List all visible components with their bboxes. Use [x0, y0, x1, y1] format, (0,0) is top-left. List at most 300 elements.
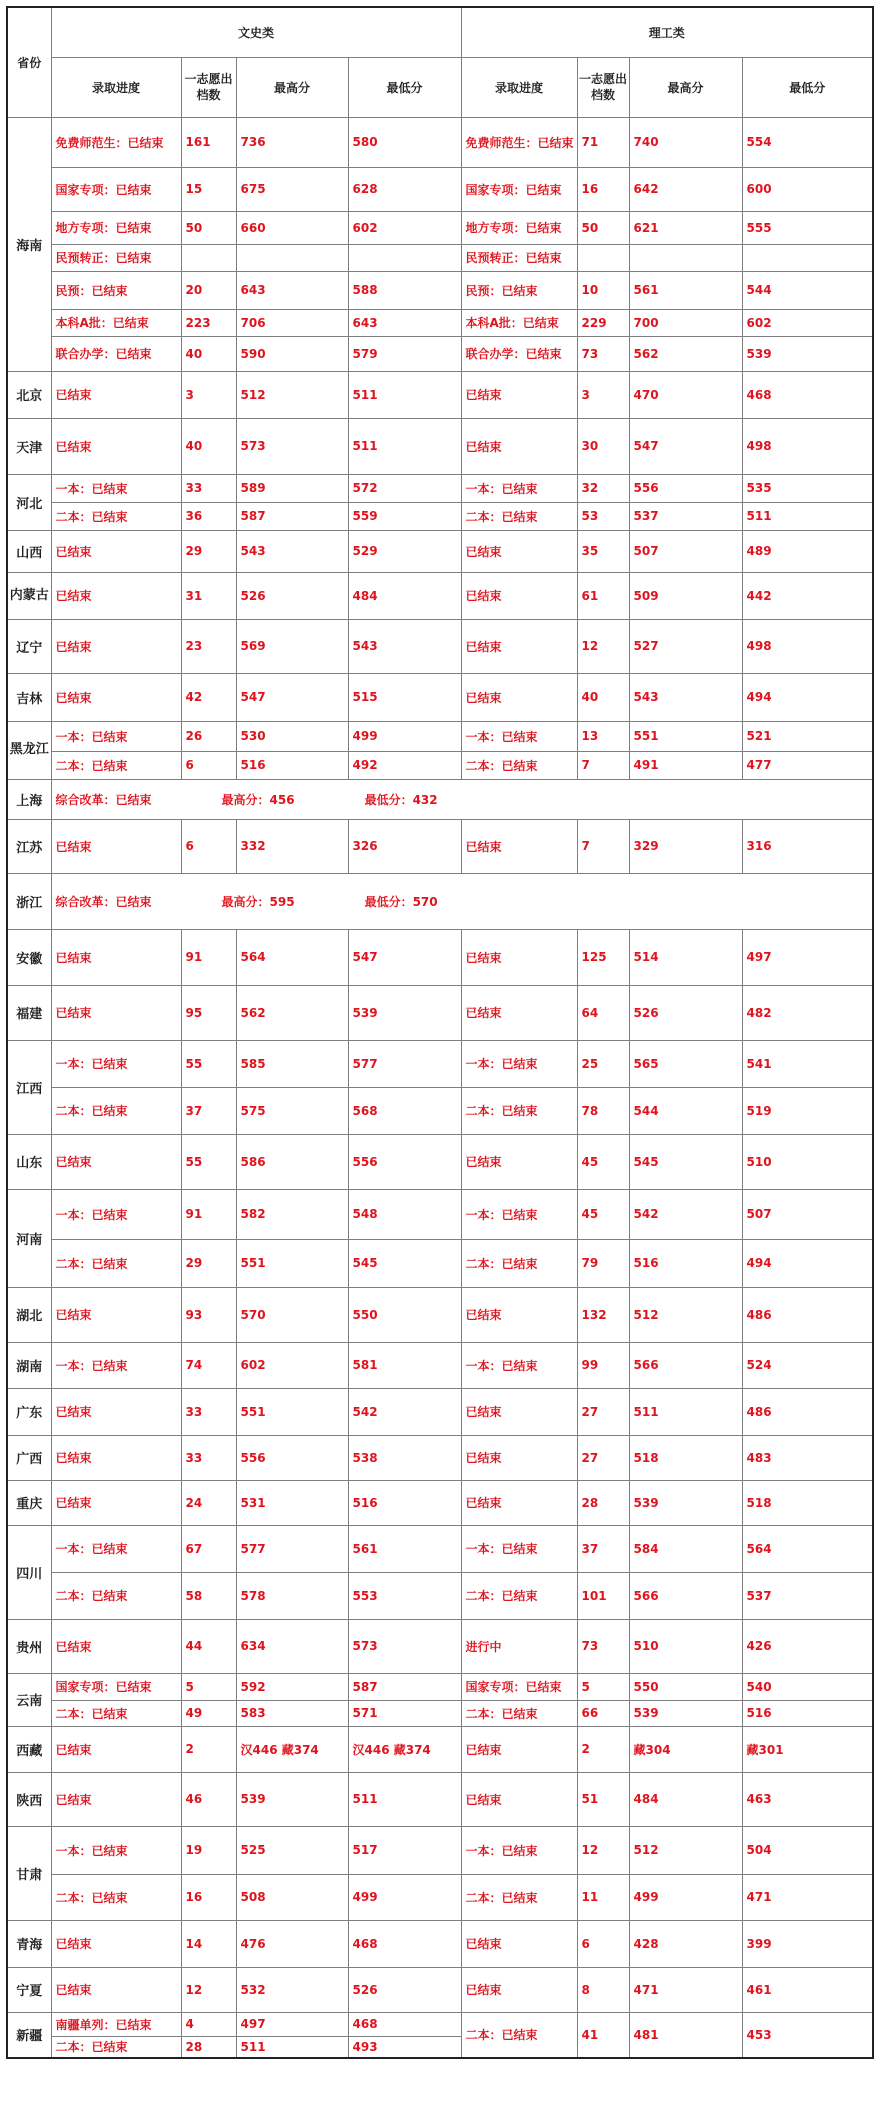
wenshi-first-choice-cell: 33	[181, 1435, 236, 1480]
ligong-progress-cell: 已结束	[461, 1920, 577, 1967]
wenshi-first-choice-cell: 46	[181, 1772, 236, 1826]
wenshi-progress-cell: 一本：已结束	[51, 1040, 181, 1087]
ligong-min-cell: 399	[742, 1920, 873, 1967]
admission-table-container	[6, 6, 872, 2059]
wenshi-first-choice-cell: 49	[181, 1700, 236, 1726]
wenshi-max-cell: 539	[236, 1772, 348, 1826]
table-row	[7, 1619, 873, 1673]
ligong-max-cell: 512	[629, 1826, 742, 1874]
wenshi-progress-cell: 已结束	[51, 1287, 181, 1342]
table-row	[7, 985, 873, 1040]
ligong-progress-cell: 联合办学：已结束	[461, 336, 577, 371]
wenshi-min-cell: 577	[348, 1040, 461, 1087]
ligong-min-cell: 461	[742, 1967, 873, 2012]
wenshi-progress-cell: 二本：已结束	[51, 1700, 181, 1726]
table-row	[7, 819, 873, 873]
wenshi-progress-cell: 已结束	[51, 1619, 181, 1673]
ligong-first-choice-cell: 64	[577, 985, 629, 1040]
reform-note-cell	[51, 873, 873, 929]
province-cell: 四川	[7, 1525, 51, 1619]
wenshi-max-cell: 577	[236, 1525, 348, 1572]
table-row	[7, 1287, 873, 1342]
ligong-max-cell: 509	[629, 572, 742, 619]
wenshi-first-choice-cell: 12	[181, 1967, 236, 2012]
wenshi-max-cell: 586	[236, 1134, 348, 1189]
wenshi-first-choice-cell: 36	[181, 502, 236, 530]
ligong-max-cell: 551	[629, 721, 742, 751]
wenshi-first-choice-cell: 223	[181, 309, 236, 336]
wenshi-first-choice-cell: 29	[181, 1239, 236, 1287]
table-row	[7, 1920, 873, 1967]
wenshi-progress-cell: 国家专项：已结束	[51, 167, 181, 211]
wenshi-min-cell: 587	[348, 1673, 461, 1700]
wenshi-min-header: 最低分	[348, 57, 461, 117]
ligong-max-cell: 471	[629, 1967, 742, 2012]
ligong-progress-cell: 已结束	[461, 371, 577, 418]
ligong-first-choice-cell: 28	[577, 1480, 629, 1525]
wenshi-min-cell: 515	[348, 673, 461, 721]
ligong-progress-cell: 已结束	[461, 530, 577, 572]
wenshi-max-cell	[236, 244, 348, 271]
table-header	[7, 7, 873, 117]
wenshi-first-choice-cell: 3	[181, 371, 236, 418]
wenshi-progress-cell: 已结束	[51, 619, 181, 673]
wenshi-first-choice-cell: 33	[181, 474, 236, 502]
wenshi-progress-cell: 免费师范生：已结束	[51, 117, 181, 167]
ligong-first-choice-header: 一志愿出档数	[577, 57, 629, 117]
ligong-progress-cell: 已结束	[461, 985, 577, 1040]
wenshi-progress-cell: 一本：已结束	[51, 1342, 181, 1388]
ligong-first-choice-cell: 27	[577, 1388, 629, 1435]
ligong-progress-cell: 国家专项：已结束	[461, 1673, 577, 1700]
ligong-min-cell: 541	[742, 1040, 873, 1087]
ligong-max-cell: 527	[629, 619, 742, 673]
wenshi-progress-cell: 二本：已结束	[51, 1874, 181, 1920]
wenshi-min-cell: 550	[348, 1287, 461, 1342]
ligong-min-cell: 555	[742, 211, 873, 244]
wenshi-progress-cell: 二本：已结束	[51, 1239, 181, 1287]
table-row	[7, 271, 873, 309]
ligong-first-choice-cell: 12	[577, 1826, 629, 1874]
ligong-max-cell: 428	[629, 1920, 742, 1967]
ligong-min-cell: 519	[742, 1087, 873, 1134]
wenshi-first-choice-cell: 67	[181, 1525, 236, 1572]
reform-progress: 综合改革：已结束	[55, 894, 152, 909]
wenshi-max-cell: 547	[236, 673, 348, 721]
wenshi-max-cell: 551	[236, 1388, 348, 1435]
table-row	[7, 1772, 873, 1826]
wenshi-min-cell: 516	[348, 1480, 461, 1525]
ligong-min-cell: 藏301	[742, 1726, 873, 1772]
ligong-progress-cell: 二本：已结束	[461, 1874, 577, 1920]
wenshi-max-cell: 736	[236, 117, 348, 167]
ligong-first-choice-cell	[577, 244, 629, 271]
ligong-first-choice-cell: 35	[577, 530, 629, 572]
ligong-first-choice-cell: 16	[577, 167, 629, 211]
wenshi-first-choice-cell: 20	[181, 271, 236, 309]
wenshi-min-cell: 517	[348, 1826, 461, 1874]
ligong-max-cell: 491	[629, 751, 742, 779]
wenshi-progress-cell: 已结束	[51, 1480, 181, 1525]
ligong-max-cell: 642	[629, 167, 742, 211]
ligong-progress-cell: 一本：已结束	[461, 721, 577, 751]
province-header: 省份	[7, 7, 51, 117]
ligong-min-cell: 316	[742, 819, 873, 873]
ligong-min-cell	[742, 244, 873, 271]
province-cell: 新疆	[7, 2012, 51, 2058]
ligong-progress-cell: 已结束	[461, 1772, 577, 1826]
wenshi-max-cell: 551	[236, 1239, 348, 1287]
ligong-min-cell: 494	[742, 673, 873, 721]
province-cell: 山西	[7, 530, 51, 572]
table-row	[7, 530, 873, 572]
ligong-max-cell: 740	[629, 117, 742, 167]
wenshi-first-choice-cell: 55	[181, 1134, 236, 1189]
table-row	[7, 572, 873, 619]
wenshi-min-cell: 542	[348, 1388, 461, 1435]
ligong-max-cell: 539	[629, 1700, 742, 1726]
wenshi-min-cell: 580	[348, 117, 461, 167]
wenshi-min-cell: 543	[348, 619, 461, 673]
wenshi-progress-cell: 一本：已结束	[51, 1189, 181, 1239]
wenshi-min-cell: 511	[348, 1772, 461, 1826]
wenshi-progress-cell: 二本：已结束	[51, 1087, 181, 1134]
wenshi-min-cell: 643	[348, 309, 461, 336]
table-row	[7, 1726, 873, 1772]
ligong-first-choice-cell: 32	[577, 474, 629, 502]
wenshi-max-cell: 530	[236, 721, 348, 751]
ligong-max-cell: 329	[629, 819, 742, 873]
ligong-first-choice-cell: 11	[577, 1874, 629, 1920]
table-row	[7, 1874, 873, 1920]
table-row	[7, 1134, 873, 1189]
wenshi-min-cell: 326	[348, 819, 461, 873]
wenshi-max-cell: 511	[236, 2036, 348, 2058]
ligong-progress-cell: 地方专项：已结束	[461, 211, 577, 244]
province-cell: 贵州	[7, 1619, 51, 1673]
ligong-first-choice-cell: 99	[577, 1342, 629, 1388]
ligong-progress-cell: 一本：已结束	[461, 1525, 577, 1572]
wenshi-min-cell: 545	[348, 1239, 461, 1287]
province-cell: 海南	[7, 117, 51, 371]
ligong-min-cell: 453	[742, 2012, 873, 2058]
ligong-min-cell: 471	[742, 1874, 873, 1920]
ligong-min-cell: 564	[742, 1525, 873, 1572]
wenshi-progress-cell: 已结束	[51, 1967, 181, 2012]
wenshi-min-cell: 573	[348, 1619, 461, 1673]
wenshi-first-choice-cell: 44	[181, 1619, 236, 1673]
province-cell: 上海	[7, 779, 51, 819]
province-cell: 云南	[7, 1673, 51, 1726]
wenshi-max-cell: 589	[236, 474, 348, 502]
table-row	[7, 309, 873, 336]
ligong-first-choice-cell: 25	[577, 1040, 629, 1087]
wenshi-max-cell: 583	[236, 1700, 348, 1726]
wenshi-min-cell: 572	[348, 474, 461, 502]
ligong-max-cell: 550	[629, 1673, 742, 1700]
table-row	[7, 673, 873, 721]
wenshi-first-choice-cell: 19	[181, 1826, 236, 1874]
wenshi-min-cell: 511	[348, 371, 461, 418]
table-row	[7, 418, 873, 474]
ligong-max-header: 最高分	[629, 57, 742, 117]
wenshi-max-cell: 643	[236, 271, 348, 309]
ligong-first-choice-cell: 101	[577, 1572, 629, 1619]
province-cell: 辽宁	[7, 619, 51, 673]
wenshi-max-cell: 562	[236, 985, 348, 1040]
ligong-first-choice-cell: 229	[577, 309, 629, 336]
wenshi-first-choice-cell: 74	[181, 1342, 236, 1388]
ligong-progress-cell: 已结束	[461, 1388, 577, 1435]
wenshi-min-cell: 571	[348, 1700, 461, 1726]
ligong-min-cell: 468	[742, 371, 873, 418]
wenshi-progress-cell: 已结束	[51, 1920, 181, 1967]
wenshi-progress-cell: 联合办学：已结束	[51, 336, 181, 371]
ligong-min-cell: 477	[742, 751, 873, 779]
wenshi-min-cell: 579	[348, 336, 461, 371]
ligong-first-choice-cell: 5	[577, 1673, 629, 1700]
wenshi-first-choice-cell: 2	[181, 1726, 236, 1772]
wenshi-first-choice-cell: 4	[181, 2012, 236, 2036]
wenshi-min-cell: 492	[348, 751, 461, 779]
ligong-first-choice-cell: 125	[577, 929, 629, 985]
ligong-max-cell: 561	[629, 271, 742, 309]
ligong-first-choice-cell: 41	[577, 2012, 629, 2058]
ligong-first-choice-cell: 61	[577, 572, 629, 619]
wenshi-first-choice-cell: 6	[181, 819, 236, 873]
ligong-max-cell: 547	[629, 418, 742, 474]
ligong-progress-cell: 已结束	[461, 619, 577, 673]
ligong-min-cell: 524	[742, 1342, 873, 1388]
ligong-min-cell: 600	[742, 167, 873, 211]
wenshi-first-choice-cell: 15	[181, 167, 236, 211]
wenshi-first-choice-cell: 91	[181, 1189, 236, 1239]
ligong-progress-cell: 二本：已结束	[461, 2012, 577, 2058]
wenshi-progress-cell: 一本：已结束	[51, 474, 181, 502]
province-cell: 广东	[7, 1388, 51, 1435]
ligong-progress-cell: 已结束	[461, 1480, 577, 1525]
ligong-max-cell: 514	[629, 929, 742, 985]
ligong-progress-cell: 二本：已结束	[461, 1572, 577, 1619]
ligong-progress-cell: 一本：已结束	[461, 1826, 577, 1874]
wenshi-progress-cell: 已结束	[51, 418, 181, 474]
ligong-min-cell: 498	[742, 418, 873, 474]
ligong-progress-cell: 已结束	[461, 1435, 577, 1480]
ligong-min-cell: 482	[742, 985, 873, 1040]
wenshi-progress-cell: 已结束	[51, 1435, 181, 1480]
ligong-max-cell: 512	[629, 1287, 742, 1342]
ligong-progress-cell: 已结束	[461, 418, 577, 474]
wenshi-max-cell: 569	[236, 619, 348, 673]
ligong-first-choice-cell: 7	[577, 751, 629, 779]
table-row	[7, 1673, 873, 1700]
wenshi-max-cell: 706	[236, 309, 348, 336]
wenshi-max-cell: 585	[236, 1040, 348, 1087]
ligong-max-cell: 484	[629, 1772, 742, 1826]
ligong-min-cell: 516	[742, 1700, 873, 1726]
wenshi-first-choice-cell: 28	[181, 2036, 236, 2058]
reform-min-score: 最低分：570	[364, 894, 438, 909]
province-cell: 黑龙江	[7, 721, 51, 779]
ligong-progress-cell: 免费师范生：已结束	[461, 117, 577, 167]
wenshi-progress-cell: 已结束	[51, 1772, 181, 1826]
ligong-first-choice-cell: 6	[577, 1920, 629, 1967]
wenshi-max-header: 最高分	[236, 57, 348, 117]
province-cell: 陕西	[7, 1772, 51, 1826]
ligong-first-choice-cell: 132	[577, 1287, 629, 1342]
wenshi-min-cell: 628	[348, 167, 461, 211]
ligong-first-choice-cell: 45	[577, 1134, 629, 1189]
table-row	[7, 873, 873, 929]
ligong-max-cell: 566	[629, 1572, 742, 1619]
wenshi-max-cell: 564	[236, 929, 348, 985]
province-cell: 安徽	[7, 929, 51, 985]
ligong-max-cell: 510	[629, 1619, 742, 1673]
wenshi-first-choice-cell: 24	[181, 1480, 236, 1525]
ligong-first-choice-cell: 2	[577, 1726, 629, 1772]
province-cell: 山东	[7, 1134, 51, 1189]
province-cell: 江苏	[7, 819, 51, 873]
wenshi-progress-cell: 已结束	[51, 572, 181, 619]
wenshi-min-cell: 526	[348, 1967, 461, 2012]
wenshi-max-cell: 570	[236, 1287, 348, 1342]
wenshi-first-choice-cell: 58	[181, 1572, 236, 1619]
ligong-first-choice-cell: 7	[577, 819, 629, 873]
wenshi-min-cell: 499	[348, 721, 461, 751]
wenshi-first-choice-cell: 14	[181, 1920, 236, 1967]
table-row	[7, 1700, 873, 1726]
province-cell: 天津	[7, 418, 51, 474]
wenshi-max-cell: 675	[236, 167, 348, 211]
wenshi-first-choice-cell: 40	[181, 336, 236, 371]
wenshi-progress-cell: 一本：已结束	[51, 721, 181, 751]
province-cell: 河南	[7, 1189, 51, 1287]
ligong-min-cell: 498	[742, 619, 873, 673]
ligong-max-cell: 544	[629, 1087, 742, 1134]
ligong-min-cell: 537	[742, 1572, 873, 1619]
table-row	[7, 502, 873, 530]
wenshi-max-cell: 556	[236, 1435, 348, 1480]
wenshi-min-cell: 499	[348, 1874, 461, 1920]
ligong-first-choice-cell: 73	[577, 1619, 629, 1673]
ligong-progress-cell: 进行中	[461, 1619, 577, 1673]
wenshi-min-cell: 602	[348, 211, 461, 244]
wenshi-max-cell: 497	[236, 2012, 348, 2036]
province-cell: 甘肃	[7, 1826, 51, 1920]
ligong-max-cell: 537	[629, 502, 742, 530]
wenshi-first-choice-cell: 93	[181, 1287, 236, 1342]
ligong-first-choice-cell: 45	[577, 1189, 629, 1239]
ligong-first-choice-cell: 37	[577, 1525, 629, 1572]
wenshi-max-cell: 476	[236, 1920, 348, 1967]
table-row	[7, 167, 873, 211]
ligong-progress-cell: 民预：已结束	[461, 271, 577, 309]
province-cell: 吉林	[7, 673, 51, 721]
wenshi-min-cell: 468	[348, 1920, 461, 1967]
wenshi-progress-cell: 二本：已结束	[51, 502, 181, 530]
ligong-first-choice-cell: 53	[577, 502, 629, 530]
reform-max-score: 最高分：456	[221, 792, 295, 807]
province-cell: 湖北	[7, 1287, 51, 1342]
ligong-min-cell: 504	[742, 1826, 873, 1874]
wenshi-progress-cell: 已结束	[51, 530, 181, 572]
ligong-first-choice-cell: 78	[577, 1087, 629, 1134]
ligong-min-cell: 511	[742, 502, 873, 530]
ligong-max-cell: 470	[629, 371, 742, 418]
wenshi-min-cell: 529	[348, 530, 461, 572]
ligong-first-choice-cell: 27	[577, 1435, 629, 1480]
table-row	[7, 2012, 873, 2036]
table-row	[7, 1480, 873, 1525]
ligong-min-cell: 521	[742, 721, 873, 751]
ligong-progress-cell: 已结束	[461, 1287, 577, 1342]
table-row	[7, 1435, 873, 1480]
wenshi-max-cell: 543	[236, 530, 348, 572]
wenshi-max-cell: 526	[236, 572, 348, 619]
wenshi-progress-cell: 民预：已结束	[51, 271, 181, 309]
wenshi-first-choice-cell: 33	[181, 1388, 236, 1435]
province-cell: 宁夏	[7, 1967, 51, 2012]
wenshi-max-cell: 516	[236, 751, 348, 779]
wenshi-max-cell: 332	[236, 819, 348, 873]
wenshi-max-cell: 660	[236, 211, 348, 244]
table-row	[7, 779, 873, 819]
wenshi-first-choice-cell: 161	[181, 117, 236, 167]
table-row	[7, 117, 873, 167]
ligong-min-cell: 497	[742, 929, 873, 985]
wenshi-max-cell: 592	[236, 1673, 348, 1700]
table-row	[7, 1239, 873, 1287]
wenshi-first-choice-cell: 95	[181, 985, 236, 1040]
ligong-max-cell: 539	[629, 1480, 742, 1525]
wenshi-first-choice-header: 一志愿出档数	[181, 57, 236, 117]
ligong-progress-cell: 民预转正：已结束	[461, 244, 577, 271]
ligong-group-header: 理工类	[461, 7, 873, 57]
wenshi-progress-cell: 一本：已结束	[51, 1525, 181, 1572]
ligong-max-cell: 481	[629, 2012, 742, 2058]
ligong-max-cell: 511	[629, 1388, 742, 1435]
ligong-progress-cell: 一本：已结束	[461, 1342, 577, 1388]
table-row	[7, 371, 873, 418]
wenshi-progress-cell: 地方专项：已结束	[51, 211, 181, 244]
wenshi-first-choice-cell: 55	[181, 1040, 236, 1087]
ligong-first-choice-cell: 3	[577, 371, 629, 418]
table-row	[7, 1525, 873, 1572]
wenshi-progress-cell: 南疆单列：已结束	[51, 2012, 181, 2036]
ligong-max-cell: 542	[629, 1189, 742, 1239]
reform-progress: 综合改革：已结束	[55, 792, 152, 807]
ligong-first-choice-cell: 50	[577, 211, 629, 244]
admission-score-table	[6, 6, 874, 2059]
wenshi-min-cell: 547	[348, 929, 461, 985]
wenshi-max-cell: 汉446 藏374	[236, 1726, 348, 1772]
wenshi-progress-cell: 已结束	[51, 1726, 181, 1772]
ligong-first-choice-cell: 79	[577, 1239, 629, 1287]
wenshi-max-cell: 525	[236, 1826, 348, 1874]
wenshi-progress-cell: 已结束	[51, 929, 181, 985]
wenshi-first-choice-cell: 37	[181, 1087, 236, 1134]
wenshi-max-cell: 531	[236, 1480, 348, 1525]
ligong-min-cell: 540	[742, 1673, 873, 1700]
ligong-progress-cell: 二本：已结束	[461, 1239, 577, 1287]
ligong-min-cell: 507	[742, 1189, 873, 1239]
ligong-progress-cell: 本科A批：已结束	[461, 309, 577, 336]
ligong-min-cell: 463	[742, 1772, 873, 1826]
ligong-min-cell: 494	[742, 1239, 873, 1287]
table-row	[7, 1572, 873, 1619]
ligong-min-cell: 539	[742, 336, 873, 371]
ligong-max-cell: 565	[629, 1040, 742, 1087]
